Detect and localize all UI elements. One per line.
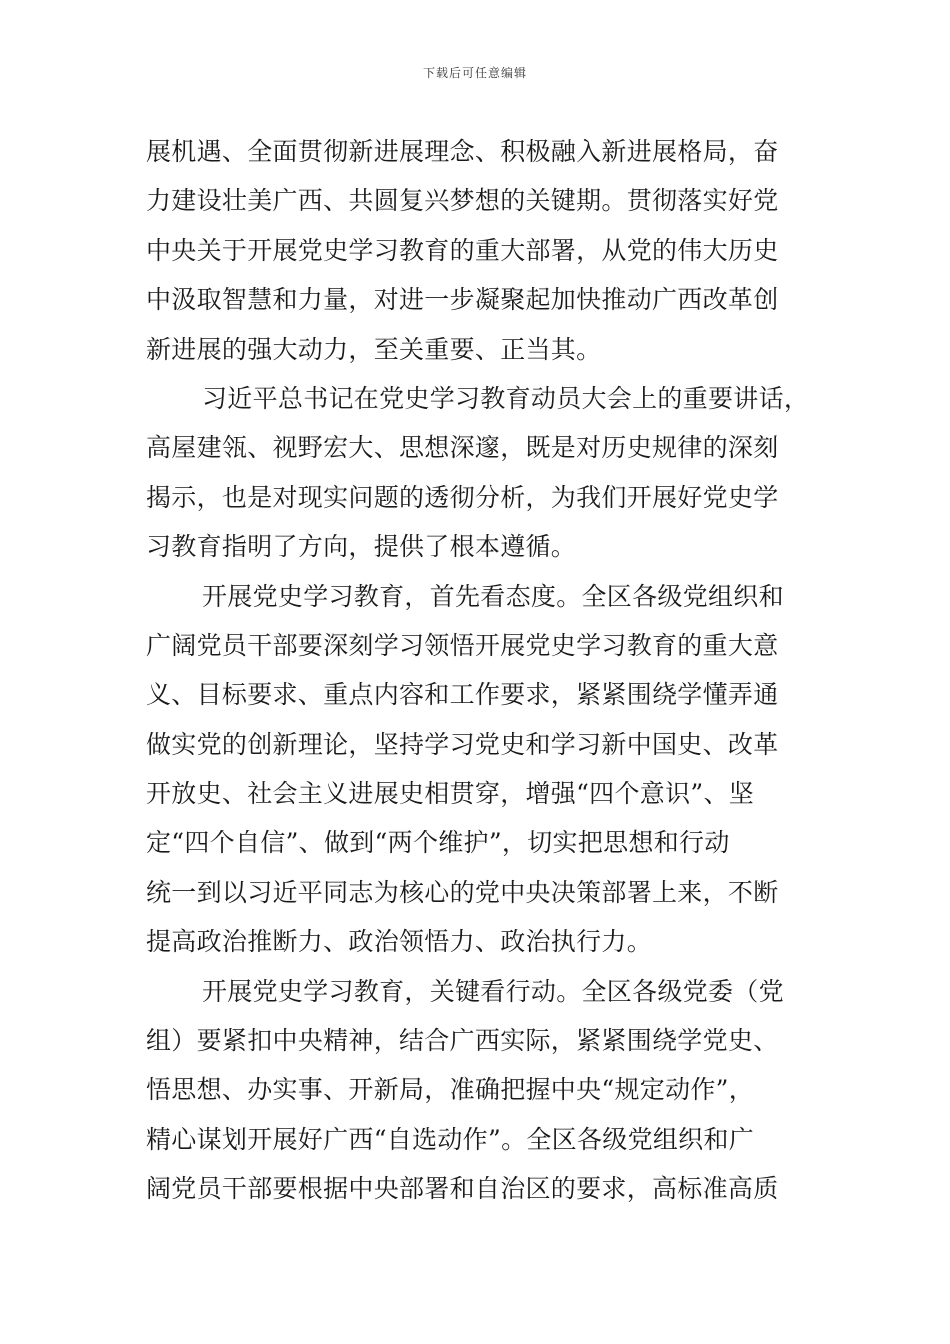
text-line: 提高政治推断力、政治领悟力、政治执行力。 <box>146 927 653 957</box>
paragraph <box>146 967 810 1214</box>
text-line: 义、目标要求、重点内容和工作要求，紧紧围绕学懂弄通 <box>146 680 779 710</box>
document-body <box>146 127 810 1214</box>
text-line: 习近平总书记在党史学习教育动员大会上的重要讲话， <box>202 383 810 413</box>
text-line: 习教育指明了方向，提供了根本遵循。 <box>146 532 577 562</box>
text-line: 悟思想、办实事、开新局，准确把握中央“规定动作”， <box>146 1075 755 1105</box>
text-line: 中央关于开展党史学习教育的重大部署，从党的伟大历史 <box>146 235 779 265</box>
paragraph <box>146 127 810 374</box>
text-line: 展机遇、全面贯彻新进展理念、积极融入新进展格局，奋 <box>146 137 779 166</box>
text-line: 开展党史学习教育，首先看态度。全区各级党组织和 <box>202 581 784 611</box>
text-line: 广阔党员干部要深刻学习领悟开展党史学习教育的重大意 <box>146 630 779 660</box>
paragraph <box>146 572 810 967</box>
text-line: 力建设壮美广西、共圆复兴梦想的关键期。贯彻落实好党 <box>146 186 779 216</box>
text-line: 阔党员干部要根据中央部署和自治区的要求，高标准高质 <box>146 1174 779 1204</box>
text-line: 中汲取智慧和力量，对进一步凝聚起加快推动广西改革创 <box>146 285 779 315</box>
text-line: 揭示，也是对现实问题的透彻分析，为我们开展好党史学 <box>146 482 779 512</box>
page-header: 下载后可任意编辑 <box>422 66 527 80</box>
text-line: 做实党的创新理论，坚持学习党史和学习新中国史、改革 <box>146 729 779 759</box>
text-line: 定“四个自信”、做到“两个维护”，切实把思想和行动 <box>146 828 730 858</box>
text-line: 组）要紧扣中央精神，结合广西实际，紧紧围绕学党史、 <box>146 1026 779 1056</box>
text-line: 精心谋划开展好广西“自选动作”。全区各级党组织和广 <box>146 1124 755 1154</box>
text-line: 新进展的强大动力，至关重要、正当其。 <box>146 334 602 364</box>
text-line: 开展党史学习教育，关键看行动。全区各级党委（党 <box>202 976 784 1006</box>
text-line: 开放史、社会主义进展史相贯穿，增强“四个意识”、坚 <box>146 779 755 809</box>
text-line: 统一到以习近平同志为核心的党中央决策部署上来，不断 <box>146 877 779 907</box>
text-line: 高屋建瓴、视野宏大、思想深邃，既是对历史规律的深刻 <box>146 433 779 463</box>
paragraph <box>146 374 810 572</box>
